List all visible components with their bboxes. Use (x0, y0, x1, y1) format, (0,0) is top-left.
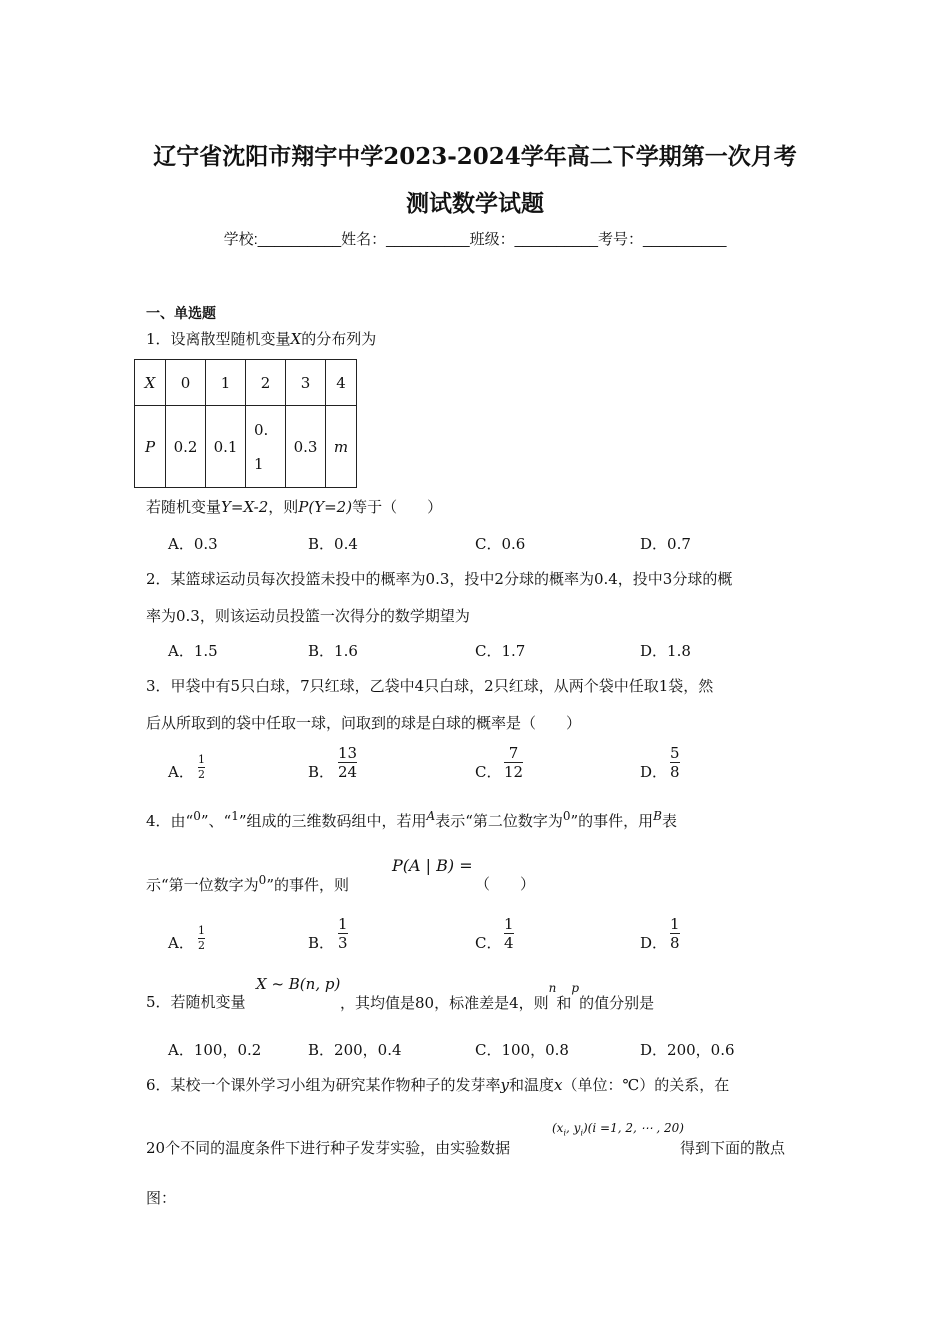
q2-line2: 率为0.3，则该运动员投篮一次得分的数学期望为 (146, 607, 470, 625)
q4-line2: 示“第一位数字为$^0$”的事件，则 (146, 873, 349, 894)
q2-line1: 2．某篮球运动员每次投篮未投中的概率为0.3，投中2分球的概率为0.4，投中3分球的概 (146, 570, 733, 588)
q5-stem-start: 5．若随机变量 (146, 993, 246, 1011)
table-cell: X (135, 360, 166, 406)
q3-option-c-fraction: $\frac{7}{12}$ (504, 744, 524, 781)
q4-option-d-fraction: $\frac{1}{8}$ (670, 915, 680, 952)
distribution-table (134, 359, 357, 488)
q4-line1: 4．由“$^0$”、“$^1$”组成的三维数码组中，若用$^A$表示“第二位数字为$^0$”的事件，用$^B$表 (146, 809, 678, 830)
q4-option-a-label[interactable]: A． (168, 934, 194, 952)
q1-stem: 1．设离散型随机变量X的分布列为 (146, 330, 377, 348)
q1-option-b[interactable]: B．0.4 (308, 535, 358, 553)
table-cell: 0.1 (206, 406, 246, 488)
doc-title-line2: 测试数学试题 (406, 190, 544, 217)
q4-option-d-label[interactable]: D． (640, 934, 668, 952)
table-cell: 1 (206, 360, 246, 406)
section-heading: 一、单选题 (146, 306, 216, 322)
q3-option-a-label[interactable]: A． (168, 763, 194, 781)
q3-line1: 3．甲袋中有5只白球，7只红球，乙袋中4只白球，2只红球，从两个袋中任取1袋，然 (146, 677, 714, 695)
q5-formula: X ~ B(n, p) (256, 975, 341, 993)
q2-option-a[interactable]: A．1.5 (168, 642, 218, 660)
q6-line3: 图： (146, 1189, 177, 1207)
student-info-line: 学校:__________姓名：__________班级：__________考号：__________ (223, 231, 727, 248)
table-cell: 0. 1 (246, 406, 286, 488)
q4-blank: （ ） (475, 875, 536, 893)
q3-option-a-fraction: $\frac{1}{2}$ (198, 753, 205, 781)
table-cell: P (135, 406, 166, 488)
q3-option-d-label[interactable]: D． (640, 763, 668, 781)
q4-option-b-label[interactable]: B． (308, 934, 335, 952)
table-cell: 0.3 (286, 406, 326, 488)
q5-option-c[interactable]: C．100，0.8 (475, 1041, 569, 1059)
table-cell: 0.2 (166, 406, 206, 488)
q3-option-b-fraction: $\frac{13}{24}$ (338, 744, 358, 781)
q3-line2: 后从所取到的袋中任取一球，问取到的球是白球的概率是（ ） (146, 714, 582, 732)
table-cell: m (326, 406, 357, 488)
table-cell: 3 (286, 360, 326, 406)
table-cell: 0 (166, 360, 206, 406)
q5-option-b[interactable]: B．200，0.4 (308, 1041, 402, 1059)
q2-option-c[interactable]: C．1.7 (475, 642, 526, 660)
table-cell: 2 (246, 360, 286, 406)
q3-option-d-fraction: $\frac{5}{8}$ (670, 744, 680, 781)
q1-option-a[interactable]: A．0.3 (168, 535, 218, 553)
q5-stem-end: ，其均值是80，标准差是4，则$^n$和$^p$的值分别是 (340, 981, 655, 1012)
q4-option-a-fraction: $\frac{1}{2}$ (198, 924, 205, 952)
q2-option-d[interactable]: D．1.8 (640, 642, 691, 660)
q4-option-c-label[interactable]: C． (475, 934, 502, 952)
q1-option-c[interactable]: C．0.6 (475, 535, 526, 553)
doc-title-line1: 辽宁省沈阳市翔宇中学2023-2024学年高二下学期第一次月考 (153, 143, 797, 170)
q3-option-c-label[interactable]: C． (475, 763, 502, 781)
table-cell: 4 (326, 360, 357, 406)
q6-line1: 6．某校一个课外学习小组为研究某作物种子的发芽率y和温度x（单位：℃）的关系，在 (146, 1076, 730, 1094)
q6-formula: ($x_i$, $y_i)(i =1$, 2, ⋯ , 20) (552, 1121, 684, 1138)
q1-condition: 若随机变量Y=X-2，则P(Y=2)等于（ ） (146, 498, 443, 516)
q4-option-b-fraction: $\frac{1}{3}$ (338, 915, 348, 952)
q4-option-c-fraction: $\frac{1}{4}$ (504, 915, 514, 952)
q3-option-b-label[interactable]: B． (308, 763, 335, 781)
q5-option-d[interactable]: D．200，0.6 (640, 1041, 735, 1059)
q5-option-a[interactable]: A．100，0.2 (168, 1041, 262, 1059)
q2-option-b[interactable]: B．1.6 (308, 642, 358, 660)
q6-line2a: 20个不同的温度条件下进行种子发芽实验，由实验数据 (146, 1139, 511, 1157)
q1-option-d[interactable]: D．0.7 (640, 535, 691, 553)
q4-formula: P(A | B) = (392, 856, 473, 875)
q6-line2b: 得到下面的散点 (680, 1139, 786, 1157)
